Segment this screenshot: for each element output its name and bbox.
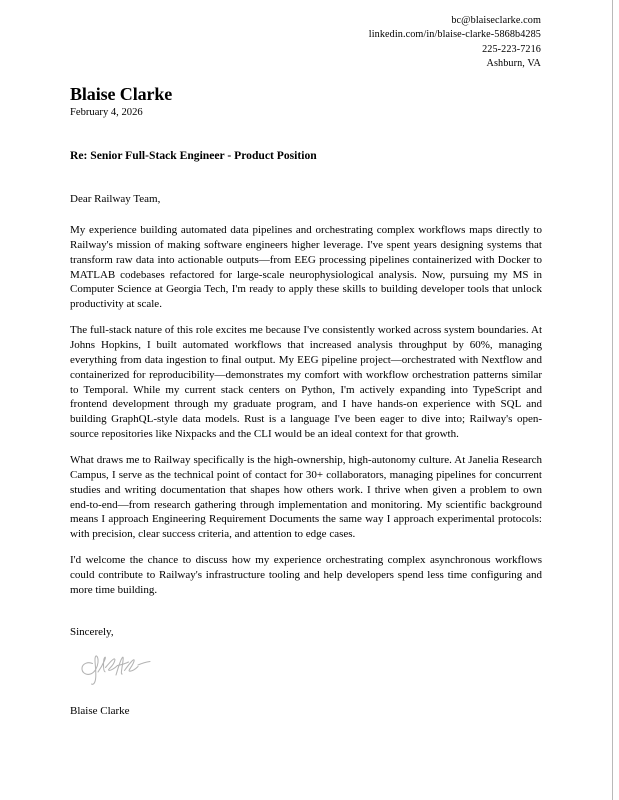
signature-area: [70, 653, 542, 695]
contact-header: [70, 14, 541, 72]
signer-name: Blaise Clarke: [70, 704, 130, 717]
contact-location: Ashburn, VA: [486, 58, 541, 70]
letter-date: February 4, 2026: [70, 107, 143, 119]
closing-salutation: Sincerely,: [70, 625, 114, 638]
contact-email: bc@blaiseclarke.com: [451, 15, 541, 26]
handwritten-signature-icon: [78, 653, 162, 687]
body-paragraph: My experience building automated data pipelines and orchestrating complex workflows maps directly to Railway's mission of making software engineers higher leverage. I've spent years designing systems that transform raw data into actionable outputs—from EEG processing pipelines containerized with Docker to MATLAB codebases refactored for large-scale neurophysiological analysis. Now, pursuing my MS in Computer Science at Georgia Tech, I'm ready to apply these skills to building developer tools that unlock productivity at scale.: [70, 224, 542, 311]
subject-line: Re: Senior Full-Stack Engineer - Product Position: [70, 148, 317, 162]
body-paragraph: What draws me to Railway specifically is the high-ownership, high-autonomy culture. At Janelia Research Campus, I serve as the technical point of contact for 30+ collaborators, managing pipelines for concurrent studies and writing documentation that shapes how others work. I thrive when given a problem to own end-to-end—from research gathering through implementation and monitoring. My scientific background means I approach Engineering Requirement Documents the same way I approach experimental protocols: with precision, clear success criteria, and attention to edge cases.: [70, 454, 542, 541]
salutation: Dear Railway Team,: [70, 192, 161, 205]
sender-name: Blaise Clarke: [70, 83, 173, 104]
contact-phone: 225-223-7216: [482, 43, 541, 55]
letter-body: [70, 223, 542, 597]
body-paragraph: The full-stack nature of this role excites me because I've consistently worked across system boundaries. At Johns Hopkins, I built automated workflows that increased analysis throughput by 60%, managing everything from data ingestion to final output. My EEG pipeline project—orchestrated with Nextflow and containerized for reproducibility—demonstrates my comfort with workflow orchestration patterns similar to Temporal. While my current stack centers on Python, I'm actively expanding into TypeScript and frontend development through my graduate program, and I have hands-on experience with SQL and building GraphQL-style data models. Rust is a language I've been eager to dive into; Railway's open-source repositories like Nixpacks and the CLI would be an ideal context for that growth.: [70, 324, 542, 440]
contact-linkedin: linkedin.com/in/blaise-clarke-5868b4285: [368, 29, 541, 41]
body-paragraph: I'd welcome the chance to discuss how my experience orchestrating complex asynchronous workflows could contribute to Railway's infrastructure tooling and help developers spend less time configuring and more time building.: [70, 554, 542, 596]
